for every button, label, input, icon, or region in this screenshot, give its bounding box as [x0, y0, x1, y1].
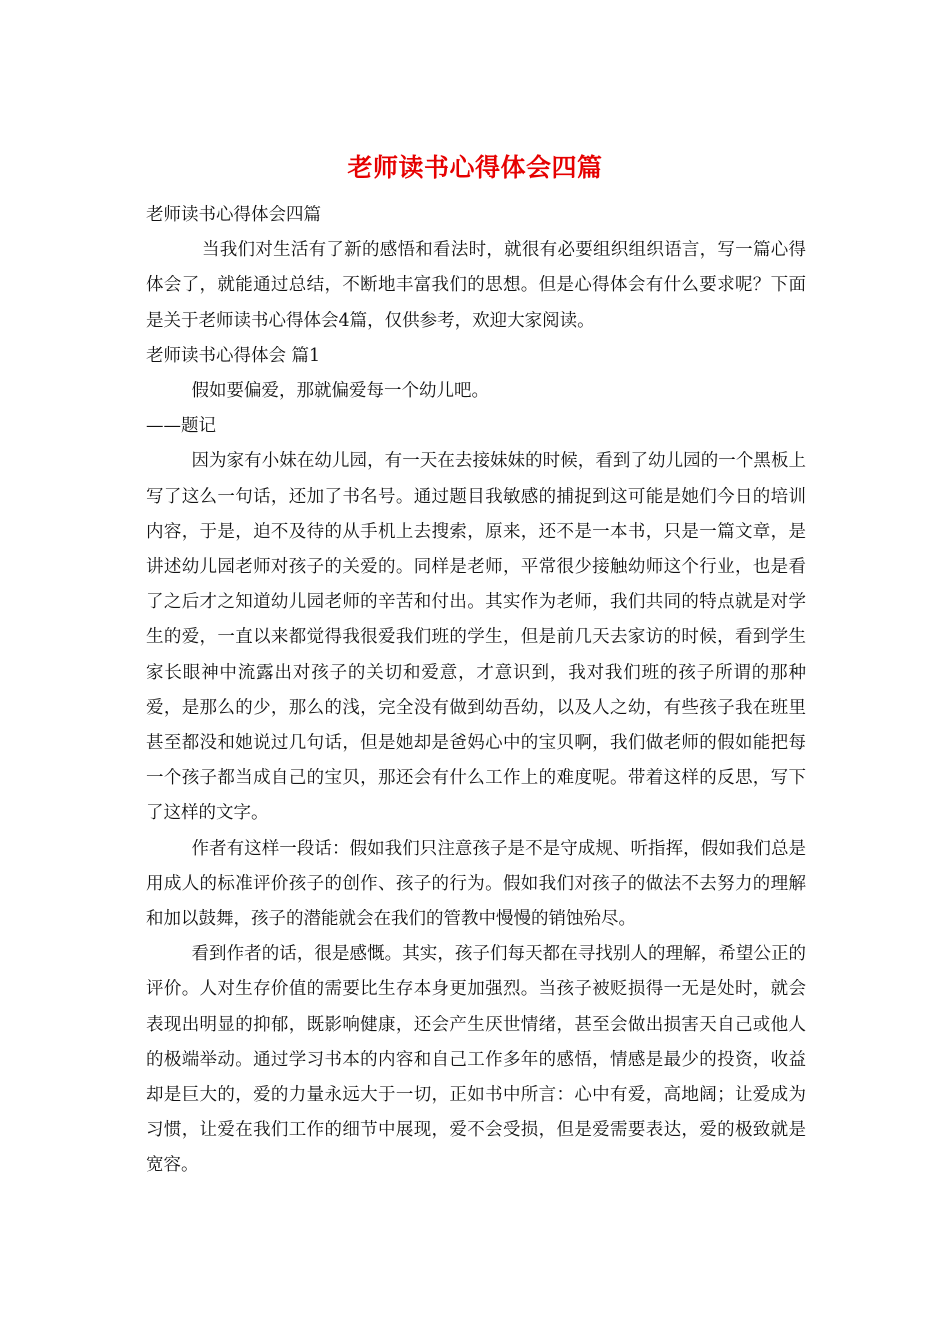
- document-subtitle: 老师读书心得体会四篇: [146, 205, 321, 225]
- epigraph-source: ——题记: [146, 416, 216, 437]
- body-paragraph: 作者有这样一段话：假如我们只注意孩子是不是守成规、听指挥，假如我们总是用成人的标准评价孩子的创作、孩子的行为。假如我们对孩子的做法不去努力的理解和加以鼓舞，孩子的潜能就会在我们的管教中慢慢的销蚀殆尽。: [146, 838, 806, 930]
- body-paragraph: 因为家有小妹在幼儿园，有一天在去接妹妹的时候，看到了幼儿园的一个黑板上写了这么一句话，还加了书名号。通过题目我敏感的捕捉到这可能是她们今日的培训内容，于是，迫不及待的从手机上去搜索，原来，还不是一本书，只是一篇文章，是讲述幼儿园老师对孩子的关爱的。同样是老师，平常很少接触幼师这个行业，也是看了之后才之知道幼儿园老师的辛苦和付出。其实作为老师，我们共同的特点就是对学生的爱，一直以来都觉得我很爱我们班的学生，但是前几天去家访的时候，看到学生家长眼神中流露出对孩子的关切和爱意，才意识到，我对我们班的孩子所谓的那种爱，是那么的少，那么的浅，完全没有做到幼吾幼，以及人之幼，有些孩子我在班里甚至都没和她说过几句话，但是她却是爸妈心中的宝贝啊，我们做老师的假如能把每一个孩子都当成自己的宝贝，那还会有什么工作上的难度呢。带着这样的反思，写下了这样的文字。: [146, 451, 806, 824]
- section-heading: 老师读书心得体会 篇1: [146, 345, 321, 366]
- epigraph: 假如要偏爱，那就偏爱每一个幼儿吧。: [191, 381, 489, 402]
- document-body: [146, 198, 806, 1184]
- intro-paragraph: 当我们对生活有了新的感悟和看法时，就很有必要组织组织语言，写一篇心得体会了，就能通过总结，不断地丰富我们的思想。但是心得体会有什么要求呢？下面是关于老师读书心得体会4篇，仅供参考，欢迎大家阅读。: [146, 240, 806, 331]
- body-paragraph: 看到作者的话，很是感慨。其实，孩子们每天都在寻找别人的理解，希望公正的评价。人对生存价值的需要比生存本身更加强烈。当孩子被贬损得一无是处时，就会表现出明显的抑郁，既影响健康，还会产生厌世情绪，甚至会做出损害天自己或他人的极端举动。通过学习书本的内容和自己工作多年的感悟，情感是最少的投资，收益却是巨大的，爱的力量永远大于一切，正如书中所言：心中有爱，高地阔；让爱成为习惯，让爱在我们工作的细节中展现，爱不会受损，但是爱需要表达，爱的极致就是宽容。: [146, 944, 806, 1176]
- document-title: 老师读书心得体会四篇: [347, 153, 603, 182]
